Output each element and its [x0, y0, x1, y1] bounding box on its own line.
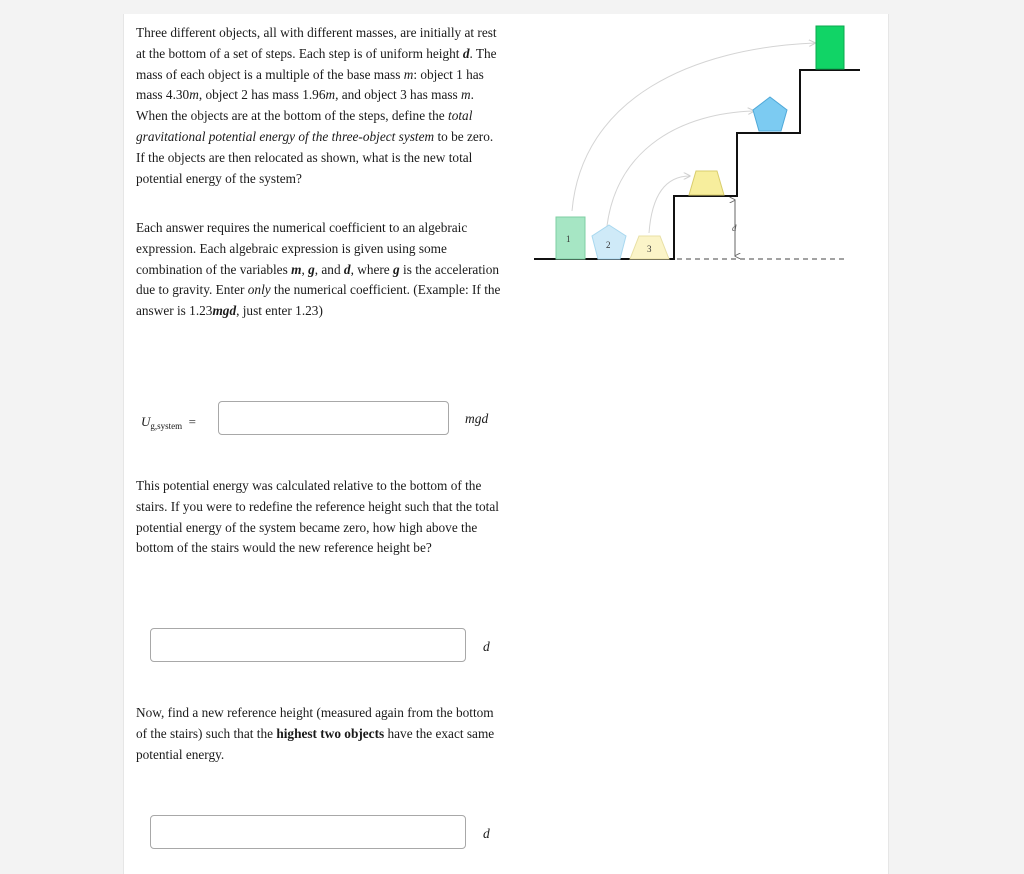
equal-energy-unit: d [483, 826, 490, 841]
equals-sign: = [188, 414, 196, 429]
question-text: have the exact same potential energy. [136, 725, 495, 762]
object-3-label: 3 [647, 244, 652, 254]
intro-text: . When the objects are at the bottom of the steps, define the [136, 87, 474, 124]
intro-text: Three different objects, all with different masses, are initially at rest at the bottom of a set of steps. Each step is of uniform height [136, 25, 497, 61]
u-system-answer-input[interactable] [218, 401, 449, 435]
instructions-text: , just enter 1.23) [236, 303, 323, 319]
instructions-text: , where [350, 261, 394, 277]
var-m: m [461, 87, 471, 103]
var-d: d [343, 261, 351, 277]
intro-text: , object 2 has mass 1.96 [198, 87, 326, 103]
object-1-label: 1 [566, 234, 571, 244]
instructions-emphasis: only [247, 282, 271, 298]
instructions-text: Each answer requires the numerical coefficient to an algebraic expression. Each algebraic expression is given using some combination of the variables [136, 220, 468, 277]
reference-height-unit: d [483, 639, 490, 654]
object-3-relocated [689, 171, 724, 195]
var-m: m [189, 87, 199, 103]
equal-energy-question [136, 703, 501, 765]
problem-intro-paragraph [136, 23, 501, 189]
var-m: m [291, 261, 302, 277]
u-system-label [141, 414, 196, 430]
stairs-diagram [532, 18, 862, 268]
var-g: g [393, 261, 400, 277]
intro-emphasis: total gravitational potential energy of the three-object system [136, 108, 473, 144]
object-2-label: 2 [606, 240, 611, 250]
intro-text: : object 1 has mass 4.30 [136, 66, 484, 103]
instructions-text: the numerical coefficient. (Example: If the answer is 1.23 [136, 282, 501, 319]
var-g: g [308, 261, 315, 277]
var-d: d [462, 45, 470, 61]
object-2-relocated [753, 97, 787, 131]
intro-text: to be zero. If the objects are then relocated as shown, what is the new total potential energy of the system? [136, 128, 494, 186]
u-subscript: g,system [150, 421, 183, 431]
u-system-unit: mgd [465, 411, 489, 426]
reference-height-answer-input[interactable] [150, 628, 466, 662]
intro-text: . The mass of each object is a multiple of the base mass [136, 45, 497, 82]
question-text: Now, find a new reference height (measured again from the bottom of the stairs) such that the [136, 705, 494, 741]
equal-energy-answer-input[interactable] [150, 815, 466, 849]
arrow-object-3 [649, 176, 690, 233]
instructions-text: , [301, 261, 309, 277]
intro-text: , and object 3 has mass [335, 87, 462, 103]
instructions-paragraph [136, 218, 501, 322]
instructions-text: is the acceleration due to gravity. Enter [136, 261, 500, 298]
arrow-object-2 [607, 111, 754, 226]
instructions-text: , and [314, 261, 344, 277]
u-symbol: U [141, 414, 151, 429]
var-m: m [403, 66, 414, 82]
var-m: m [325, 87, 336, 103]
question-emphasis: highest two objects [276, 725, 385, 741]
reference-height-question: This potential energy was calculated relative to the bottom of the stairs. If you were to redefine the reference height such that the total potential energy of the system became zero, how high above the bottom of the stairs would the new reference height be? [136, 478, 499, 556]
var-mgd: mgd [212, 303, 237, 319]
problem-card [123, 14, 889, 874]
step-height-label: d [732, 223, 737, 233]
object-1-initial [556, 217, 585, 259]
object-1-relocated [816, 26, 844, 69]
